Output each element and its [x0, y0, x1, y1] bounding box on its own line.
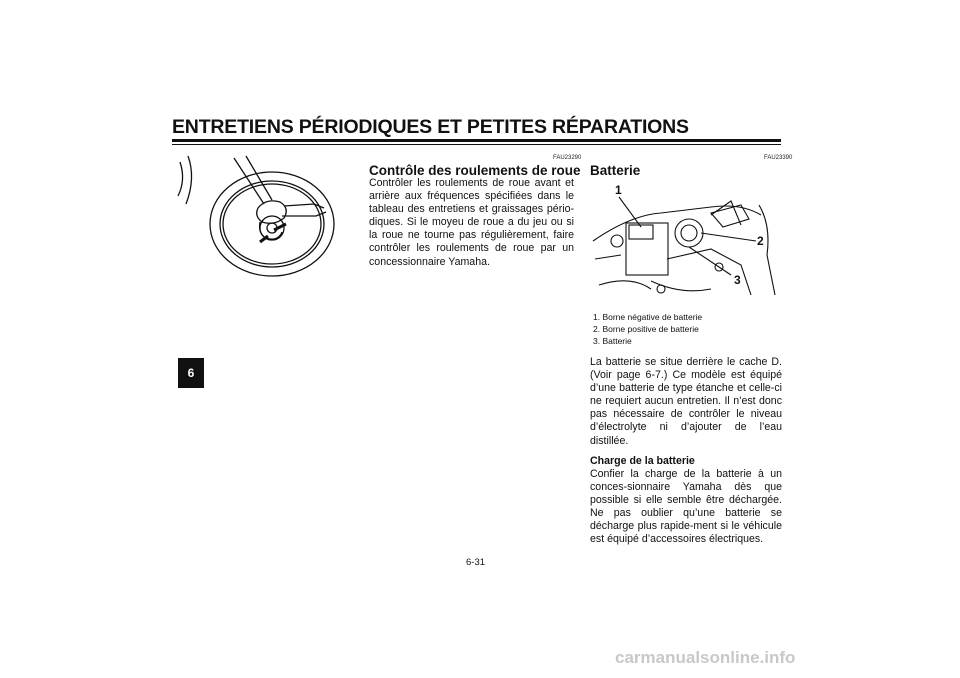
watermark: carmanualsonline.info: [615, 648, 796, 667]
section-code: FAU23290: [553, 155, 582, 161]
section-code: FAU23390: [764, 155, 793, 161]
header-rule: [172, 139, 781, 142]
wheel-bearing-illustration: [174, 152, 366, 280]
section-body: Contrôler les roulements de roue avant et arrière aux fréquences spécifiées dans le tableau des entretiens et graissages pério-diques. Si le moyeu de roue a du jeu ou si la roue ne tourne pas régulièrement, faire contrôler les roulements de roue par un concessionnaire Yamaha.: [369, 177, 574, 268]
subheading: Charge de la batterie: [590, 455, 695, 467]
callout-2: 2: [757, 234, 764, 248]
charge-body: Confier la charge de la batterie à un conces-sionnaire Yamaha dès que possible si elle semble être déchargée. Ne pas oublier qu’une batterie se décharge plus rapide-ment si le véhicule est équipé d’accessoires électriques.: [590, 468, 782, 546]
callout-3: 3: [734, 273, 741, 287]
caption-item: 1. Borne négative de batterie: [593, 312, 703, 322]
section-heading: Contrôle des roulements de roue: [369, 163, 581, 178]
section-heading: Batterie: [590, 163, 641, 178]
caption-item: 3. Batterie: [593, 336, 632, 347]
page-number: 6-31: [466, 557, 486, 568]
battery-body: La batterie se situe derrière le cache D. (Voir page 6-7.) Ce modèle est équipé d’une batterie de type étanche et celle-ci ne requiert aucun entretien. Il n’est donc pas nécessaire de contrôler le niveau d’électrolyte ni d’ajouter de l’eau distillée.: [590, 356, 782, 447]
figure-captions: [593, 311, 702, 348]
header-rule-thin: [172, 144, 781, 145]
callout-1: 1: [615, 183, 622, 197]
page-header-title: ENTRETIENS PÉRIODIQUES ET PETITES RÉPARATIONS: [172, 116, 689, 138]
chapter-tab: 6: [178, 358, 204, 388]
caption-item: 2. Borne positive de batterie: [593, 324, 699, 335]
battery-illustration: [591, 185, 783, 303]
